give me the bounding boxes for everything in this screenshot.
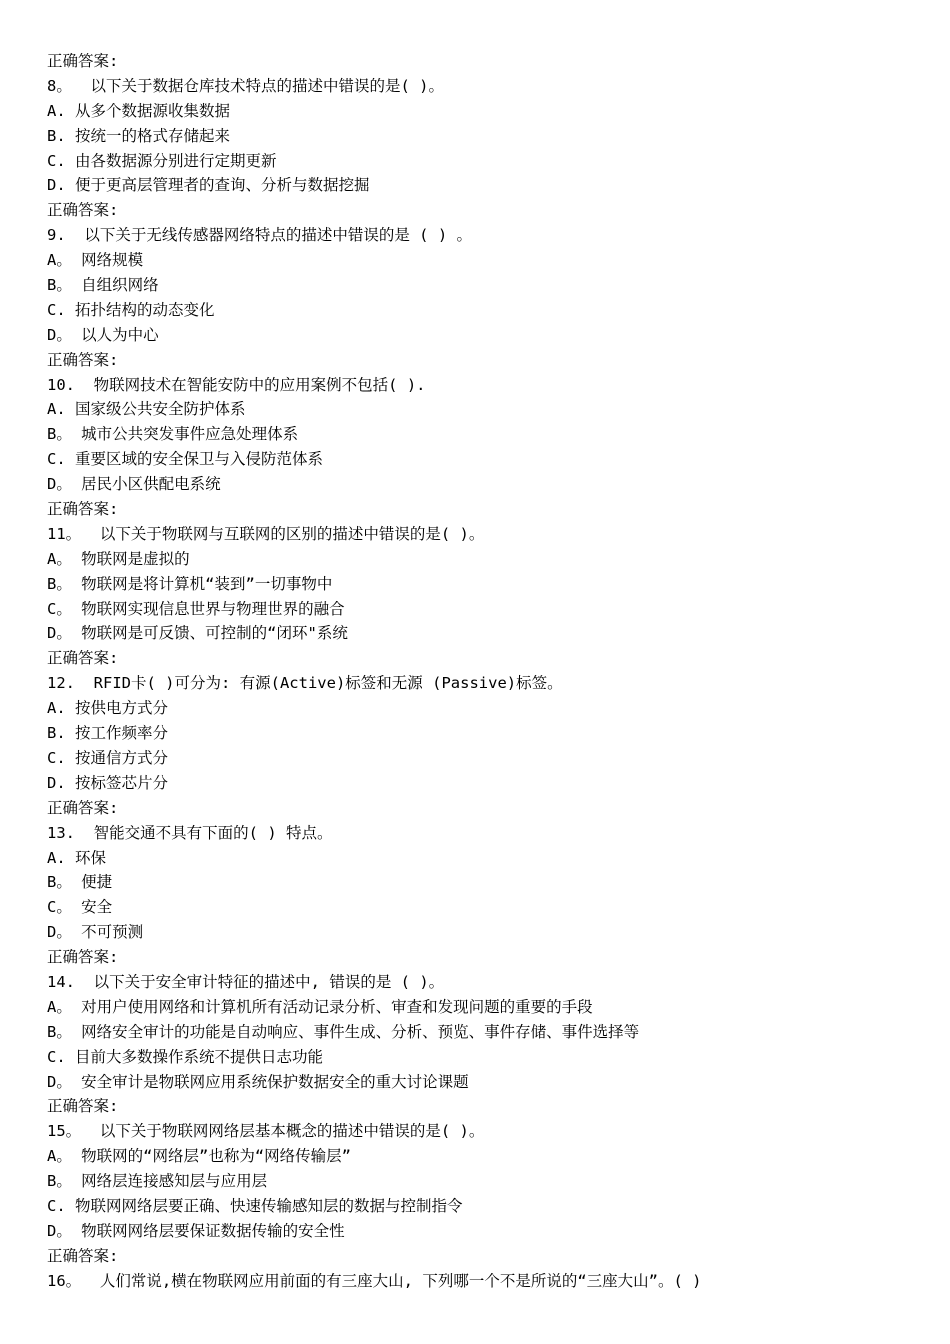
answer-label: 正确答案: [47, 798, 119, 817]
option-a: A。 物联网的“网络层”也称为“网络传输层” [47, 1147, 351, 1166]
option-b: B。 网络层连接感知层与应用层 [47, 1172, 268, 1191]
option-b: B。 网络安全审计的功能是自动响应、事件生成、分析、预览、事件存储、事件选择等 [47, 1022, 640, 1041]
answer-label: 正确答案: [47, 1097, 119, 1116]
option-d: D。 不可预测 [47, 923, 144, 942]
question-8: 8。 以下关于数据仓库技术特点的描述中错误的是( )。 [47, 76, 444, 95]
option-d: D. 按标签芯片分 [47, 773, 168, 792]
question-13: 13. 智能交通不具有下面的( ) 特点。 [47, 823, 333, 842]
question-16: 16。 人们常说,横在物联网应用前面的有三座大山, 下列哪一个不是所说的“三座大山”。( ) [47, 1271, 702, 1290]
option-a: A. 国家级公共安全防护体系 [47, 400, 246, 419]
answer-label: 正确答案: [47, 948, 119, 967]
option-a: A。 物联网是虚拟的 [47, 549, 190, 568]
option-c: C. 由各数据源分别进行定期更新 [47, 151, 277, 170]
option-c: C。 物联网实现信息世界与物理世界的融合 [47, 599, 345, 618]
option-d: D。 安全审计是物联网应用系统保护数据安全的重大讨论课题 [47, 1072, 469, 1091]
option-c: C. 重要区域的安全保卫与入侵防范体系 [47, 450, 323, 469]
answer-label: 正确答案: [47, 500, 119, 519]
option-a: A。 网络规模 [47, 251, 144, 270]
option-d: D。 以人为中心 [47, 325, 159, 344]
option-b: B。 物联网是将计算机“装到”一切事物中 [47, 574, 333, 593]
option-b: B。 城市公共突发事件应急处理体系 [47, 425, 299, 444]
option-a: A. 从多个数据源收集数据 [47, 101, 230, 120]
option-d: D。 居民小区供配电系统 [47, 475, 221, 494]
question-12: 12. RFID卡( )可分为: 有源(Active)标签和无源 (Passive)标签。 [47, 674, 563, 693]
option-d: D. 便于更高层管理者的查询、分析与数据挖掘 [47, 176, 370, 195]
option-a: A. 按供电方式分 [47, 699, 168, 718]
option-b: B。 自组织网络 [47, 276, 159, 295]
option-a: A. 环保 [47, 848, 106, 867]
option-b: B. 按工作频率分 [47, 724, 168, 743]
option-a: A。 对用户使用网络和计算机所有活动记录分析、审查和发现问题的重要的手段 [47, 997, 593, 1016]
answer-label: 正确答案: [47, 52, 119, 70]
option-c: C。 安全 [47, 898, 113, 917]
question-10: 10. 物联网技术在智能安防中的应用案例不包括( ). [47, 375, 426, 394]
option-c: C. 按通信方式分 [47, 748, 168, 767]
option-c: C. 物联网网络层要正确、快速传输感知层的数据与控制指令 [47, 1196, 463, 1215]
answer-label: 正确答案: [47, 649, 119, 668]
answer-label: 正确答案: [47, 350, 119, 369]
option-c: C. 目前大多数操作系统不提供日志功能 [47, 1047, 323, 1066]
option-d: D。 物联网网络层要保证数据传输的安全性 [47, 1221, 345, 1240]
option-b: B。 便捷 [47, 873, 113, 892]
question-9: 9. 以下关于无线传感器网络特点的描述中错误的是 ( ) 。 [47, 226, 472, 245]
answer-label: 正确答案: [47, 201, 119, 220]
option-b: B. 按统一的格式存储起来 [47, 126, 230, 145]
question-15: 15。 以下关于物联网网络层基本概念的描述中错误的是( )。 [47, 1122, 485, 1141]
question-14: 14. 以下关于安全审计特征的描述中, 错误的是 ( )。 [47, 972, 445, 991]
option-d: D。 物联网是可反馈、可控制的“闭环"系统 [47, 624, 348, 643]
question-11: 11。 以下关于物联网与互联网的区别的描述中错误的是( )。 [47, 524, 485, 543]
option-c: C. 拓扑结构的动态变化 [47, 300, 215, 319]
answer-label: 正确答案: [47, 1246, 119, 1265]
